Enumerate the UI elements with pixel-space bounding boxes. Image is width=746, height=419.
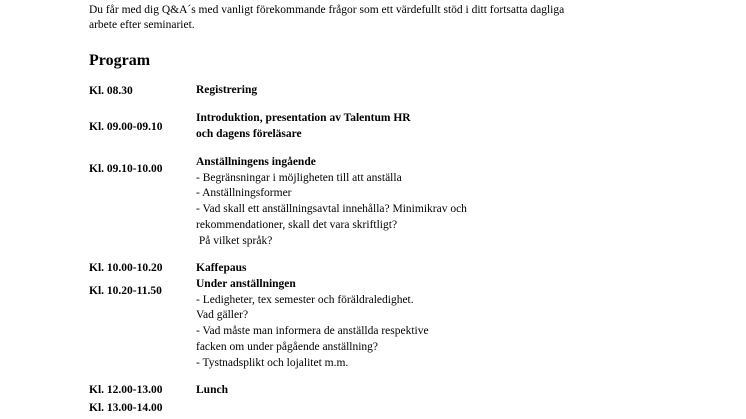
program-title: Under anställningen [196,278,296,290]
intro-line: arbete efter seminariet. [89,19,195,31]
program-detail: - Begränsningar i möjligheten till att anställa [196,171,402,184]
intro-paragraph [89,3,689,33]
program-detail: rekommendationer, skall det vara skriftligt? [196,218,398,231]
program-heading: Program [89,52,151,69]
program-detail: - Vad måste man informera de anställda respektive [196,325,429,338]
program-item [196,83,626,99]
program-time: Kl. 10.20-11.50 [89,285,162,297]
program-time: Kl. 10.00-10.20 [89,262,163,274]
program-item [196,277,626,371]
program-title: Lunch [196,384,228,396]
program-time: Kl. 08.30 [89,85,133,97]
program-detail: På vilket språk? [196,234,273,247]
program-detail: - Vad skall ett anställningsavtal innehålla? Minimikrav och [196,203,467,216]
program-detail: Vad gäller? [196,309,249,322]
intro-line: Du får med dig Q&A´s med vanligt förekommande frågor som ett värdefullt stöd i ditt fortsatta dagliga [89,4,565,16]
program-detail: - Anställningsformer [196,187,292,200]
program-time: Kl. 12.00-13.00 [89,384,163,396]
program-time: Kl. 09.00-09.10 [89,121,163,133]
program-title: och dagens föreläsare [196,127,302,140]
program-item [196,111,626,142]
program-item [196,261,626,277]
program-detail: - Tystnadsplikt och lojalitet m.m. [196,356,349,369]
program-detail: facken om under pågående anställning? [196,340,379,353]
program-item [196,383,626,399]
program-time: Kl. 09.10-10.00 [89,163,163,175]
program-title: Introduktion, presentation av Talentum HR [196,112,411,124]
program-title: Kaffepaus [196,262,247,274]
program-item [196,155,626,249]
program-detail: - Ledigheter, tex semester och föräldraledighet. [196,293,414,306]
program-time: Kl. 13.00-14.00 [89,402,163,414]
program-title: Registrering [196,84,258,96]
program-title: Anställningens ingående [196,156,316,168]
